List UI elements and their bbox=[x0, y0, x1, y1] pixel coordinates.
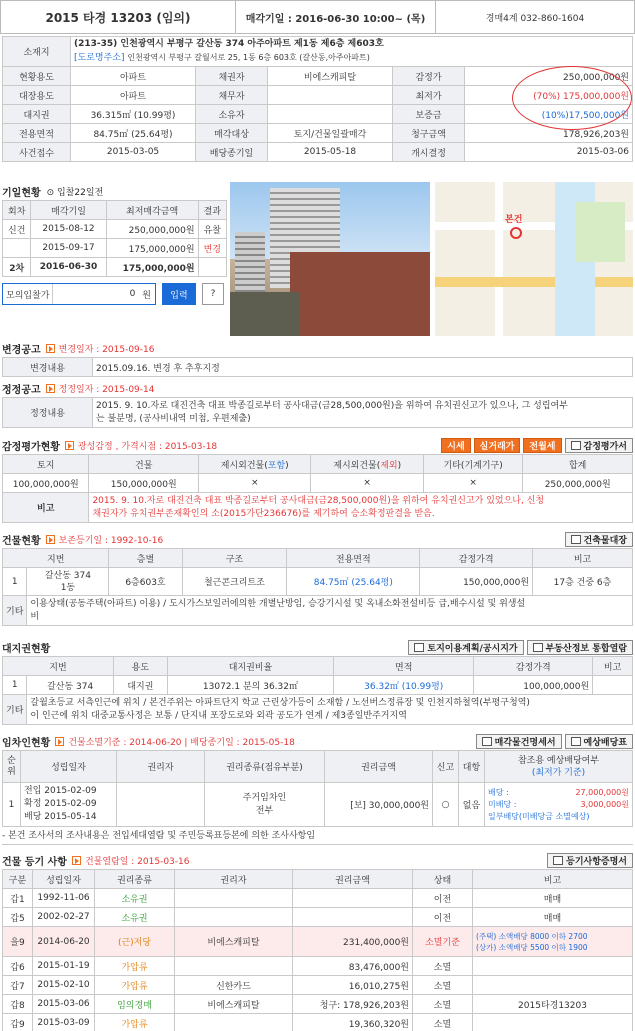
auction-date: 매각기일 : 2016-06-30 10:00~ (목) bbox=[236, 1, 436, 33]
road-address: 인천광역시 부평구 갈월서로 25, 1동 6층 603호 (갈산동,아주아파트) bbox=[127, 53, 370, 62]
realestate-info-button[interactable]: 부동산정보 통합열람 bbox=[527, 640, 633, 655]
registry-row: 갑7 2015-02-10 가압류 신한카드 16,010,275원 소멸 bbox=[3, 976, 633, 995]
arrow-icon bbox=[72, 856, 81, 865]
building-section: 건물현황 보존등기일 : 1992-10-16 건축물대장 지번 층별 구조 전용면적 감정가격 비고 1 갈산동 374 1동 6층603호 철근콘크리트조 84.75㎡ (25.64평) 150,000,000원 17층 건중 6층 기타 이용상태(공동주택(아파트) 이용) / 도시가스보일러에의한 개별난방임, 승강기시설 및 옥내소화전설비등 급,배수시설 및 위생설 비 bbox=[2, 530, 633, 626]
appraisal-value: × bbox=[311, 474, 423, 493]
registry-row: 갑8 2015-03-06 임의경매 비에스캐피탈 청구: 178,926,203원 소멸 2015타경13203 bbox=[3, 995, 633, 1014]
summary-value: 아파트 bbox=[71, 86, 196, 105]
land-header: 비고 bbox=[593, 657, 633, 676]
input-button[interactable]: 입력 bbox=[162, 283, 196, 305]
land-title: 대지권현황 bbox=[2, 643, 51, 655]
location-map[interactable] bbox=[435, 182, 633, 336]
arrow-icon bbox=[46, 344, 55, 353]
change-title: 변경공고 bbox=[2, 344, 41, 356]
building-header: 비고 bbox=[533, 549, 633, 568]
tenant-note: - 본건 조사서의 조사내용은 전입세대열람 및 주민등록표등본에 의한 조사사항임 bbox=[2, 827, 633, 845]
registry-header: 권리자 bbox=[175, 870, 293, 889]
summary-value bbox=[268, 86, 393, 105]
registry-section: 건물 등기 사항 건물열람일 : 2015-03-16 등기사항증명서 구분 성립일자 권리종류 권리자 권리금액 상태 비고 갑1 1992-11-06 소유권 이전 매매 갑5 2002-02-27 소유권 이전 매매 을9 2014-06-20 (근)저당 비에스캐피탈 231,400,000원 소멸기준 (주택) 소액배당 8000 이하 2700 (상가) 소액배당 5500 이하 1900 갑6 2015-01-19 가압류 83,476,000원 소멸 갑7 2015-02-10 가압류 신한카드 16,010,275원 소멸 갑8 2015-03-06 임의경매 비에스캐피탈 청구: 178,926,203원 소멸 2015타경13203 갑9 2015-03-09 가압류 19,360,320원 소멸 bbox=[2, 851, 633, 1031]
arrow-icon bbox=[55, 737, 64, 746]
summary-label: 전용면적 bbox=[3, 124, 71, 143]
arrow-icon bbox=[46, 384, 55, 393]
help-button[interactable]: ? bbox=[202, 283, 224, 305]
summary-row bbox=[3, 124, 633, 143]
appraisal-value: × bbox=[423, 474, 522, 493]
building-register-button[interactable]: 건축물대장 bbox=[565, 532, 633, 547]
registry-row: 갑5 2002-02-27 소유권 이전 매매 bbox=[3, 908, 633, 927]
appraisal-header: 건물 bbox=[89, 455, 199, 474]
document-icon bbox=[482, 737, 492, 746]
auction-header: 매각기일 bbox=[31, 201, 106, 220]
registry-title: 건물 등기 사항 bbox=[2, 856, 67, 868]
market-price-button[interactable]: 시세 bbox=[441, 438, 470, 453]
sale-spec-button[interactable]: 매각물건명세서 bbox=[476, 734, 562, 749]
price-highlight-ellipse bbox=[512, 66, 632, 130]
case-header bbox=[0, 0, 635, 34]
building-header: 층별 bbox=[109, 549, 182, 568]
summary-value: (70%) 175,000,000원 bbox=[465, 86, 633, 105]
summary-value: 178,926,203원 bbox=[465, 124, 633, 143]
land-use-plan-button[interactable]: 토지이용계획/공시지가 bbox=[408, 640, 523, 655]
tenant-title: 임차인현황 bbox=[2, 737, 51, 749]
document-icon bbox=[571, 737, 581, 746]
summary-value: 비에스캐피탈 bbox=[268, 67, 393, 86]
land-header: 감정가격 bbox=[474, 657, 593, 676]
appraisal-header: 합계 bbox=[523, 455, 633, 474]
summary-value: 36.315㎡ (10.99평) bbox=[71, 105, 196, 124]
registry-row: 갑6 2015-01-19 가압류 83,476,000원 소멸 bbox=[3, 957, 633, 976]
summary-label: 소유자 bbox=[196, 105, 268, 124]
auction-countdown: ⊙ 입찰22일전 bbox=[46, 187, 104, 198]
summary-label: 감정가 bbox=[393, 67, 465, 86]
arrow-icon bbox=[65, 441, 74, 450]
registry-header: 상태 bbox=[413, 870, 473, 889]
mock-bid: 모의입찰가 0 원 입력 ? bbox=[2, 283, 227, 305]
summary-label: 사건접수 bbox=[3, 143, 71, 162]
building-header: 감정가격 bbox=[420, 549, 533, 568]
auction-header: 회차 bbox=[3, 201, 31, 220]
document-icon bbox=[414, 643, 424, 652]
appraisal-section: 감정평가현황 광성감정 , 가격시점 : 2015-03-18 시세 실거래가 전월세 감정평가서 토지 건물 제시외건물(포함) 제시외건물(제외) 기타(기계기구) 합계 100,000,000원 150,000,000원 × × × 250,000,000원 비고 2015. 9. 10.자로 대진건축 대표 박종길로부터 공사대금(금28,500,000원)을 위하여 유치권신고가 있었으나, 신청 채권자가 유치권부존재확인의 소(2015가단236676)를 제기하여 승소확정판결을 받음. bbox=[2, 436, 633, 523]
appraisal-doc-button[interactable]: 감정평가서 bbox=[565, 438, 633, 453]
registry-header: 비고 bbox=[473, 870, 633, 889]
correction-section: 정정공고 정정일자 : 2015-09-14 정정내용 2015. 9. 10.자로 대진건축 대표 박종길로부터 공사대금(금28,500,000원)을 위하여 유치권신고가 있으나, 그 성립여부 는 불분명, (공사비내역 미첨, 우편제출) bbox=[2, 379, 633, 428]
location-label: 소재지 bbox=[3, 37, 71, 67]
registry-row: 갑9 2015-03-09 가압류 19,360,320원 소멸 bbox=[3, 1014, 633, 1031]
document-icon bbox=[533, 643, 543, 652]
appraisal-header: 기타(기계기구) bbox=[423, 455, 522, 474]
auction-section bbox=[2, 182, 227, 305]
registry-row: 갑1 1992-11-06 소유권 이전 매매 bbox=[3, 889, 633, 908]
summary-value: 250,000,000원 bbox=[465, 67, 633, 86]
mock-input[interactable]: 0 bbox=[52, 284, 138, 304]
correction-title: 정정공고 bbox=[2, 384, 41, 396]
appraisal-header: 제시외건물(포함) bbox=[199, 455, 311, 474]
appraisal-value: 250,000,000원 bbox=[523, 474, 633, 493]
real-trade-button[interactable]: 실거래가 bbox=[474, 438, 521, 453]
summary-value: 84.75㎡ (25.64평) bbox=[71, 124, 196, 143]
registry-row: 을9 2014-06-20 (근)저당 비에스캐피탈 231,400,000원 소멸기준 (주택) 소액배당 8000 이하 2700 (상가) 소액배당 5500 이하 1900 bbox=[3, 927, 633, 957]
registry-header: 권리종류 bbox=[95, 870, 175, 889]
auction-title: 기일현황 bbox=[2, 187, 41, 199]
court-contact: 경매4계 032-860-1604 bbox=[485, 13, 585, 24]
appraisal-value: 150,000,000원 bbox=[89, 474, 199, 493]
land-header: 대지권비율 bbox=[167, 657, 333, 676]
document-icon bbox=[571, 441, 581, 450]
land-header: 지번 bbox=[3, 657, 114, 676]
registry-header: 성립일자 bbox=[33, 870, 95, 889]
appraisal-title: 감정평가현황 bbox=[2, 441, 60, 453]
building-header: 구조 bbox=[182, 549, 287, 568]
registry-cert-button[interactable]: 등기사항증명서 bbox=[547, 853, 633, 868]
change-text: 2015.09.16. 변경 후 추후지정 bbox=[93, 358, 633, 377]
summary-label: 배당종기일 bbox=[196, 143, 268, 162]
building-header: 지번 bbox=[3, 549, 109, 568]
summary-value: 토지/건물일괄매각 bbox=[268, 124, 393, 143]
tenant-section: 임차인현황 건물소멸기준 : 2014-06-20 | 배당종기일 : 2015-05-18 매각물건명세서 예상배당표 순위 성립일자 권리자 권리종류(점유부분) 권리금액 신고 대항 참조용 예상배당여부 (최저가 기준) 1 전입 2015-02-09 확정 2015-02-09 배당 2015-05-14 주거임차인 전부 [보] 30,000,000원 ○ 없음 배당 : 27,000,000원 미배당 : 3,000,000원 일부배당(미배당금 소멸예상) - 본건 조사서의 조사내용은 전입세대열람 및 주민등록표등본에 의한 조사사항임 bbox=[2, 732, 633, 845]
auction-row: 2015-09-17 175,000,000원 변경 bbox=[3, 239, 227, 258]
document-icon bbox=[553, 856, 563, 865]
summary-value: (10%)17,500,000원 bbox=[465, 105, 633, 124]
summary-value: 아파트 bbox=[71, 67, 196, 86]
summary-label: 채권자 bbox=[196, 67, 268, 86]
appraisal-value: × bbox=[199, 474, 311, 493]
map-label: 본건 bbox=[505, 215, 523, 225]
appraisal-header: 제시외건물(제외) bbox=[311, 455, 423, 474]
summary-label: 대장용도 bbox=[3, 86, 71, 105]
summary-label: 대지권 bbox=[3, 105, 71, 124]
auction-row: 2차 2016-06-30 175,000,000원 bbox=[3, 258, 227, 277]
target-marker-icon bbox=[510, 227, 522, 239]
arrow-icon bbox=[46, 535, 55, 544]
registry-header: 구분 bbox=[3, 870, 33, 889]
summary-section bbox=[2, 36, 633, 162]
case-number: 2015 타경 13203 (임의) bbox=[1, 1, 236, 33]
summary-value bbox=[268, 105, 393, 124]
building-photo[interactable] bbox=[230, 182, 430, 336]
registry-header: 권리금액 bbox=[293, 870, 413, 889]
land-header: 면적 bbox=[334, 657, 474, 676]
mock-label: 모의입찰가 bbox=[6, 290, 50, 301]
auction-header: 최저매각금액 bbox=[106, 201, 198, 220]
address: (213-35) 인천광역시 부평구 갈산동 374 아주아파트 제1동 제6층 제603호 bbox=[74, 39, 384, 49]
summary-value: 2015-03-06 bbox=[465, 143, 633, 162]
auction-header: 결과 bbox=[198, 201, 226, 220]
summary-value: 2015-03-05 bbox=[71, 143, 196, 162]
appraisal-value: 100,000,000원 bbox=[3, 474, 89, 493]
summary-label: 청구금액 bbox=[393, 124, 465, 143]
change-section: 변경공고 변경일자 : 2015-09-16 변경내용 2015.09.16. 변경 후 추후지정 bbox=[2, 339, 633, 377]
auction-row: 신건 2015-08-12 250,000,000원 유찰 bbox=[3, 220, 227, 239]
summary-row bbox=[3, 143, 633, 162]
summary-label: 현황용도 bbox=[3, 67, 71, 86]
summary-label: 채무자 bbox=[196, 86, 268, 105]
building-title: 건물현황 bbox=[2, 535, 41, 547]
building-header: 전용면적 bbox=[287, 549, 420, 568]
expected-dividend-button[interactable]: 예상배당표 bbox=[565, 734, 633, 749]
land-section: 대지권현황 토지이용계획/공시지가 부동산정보 통합열람 지번 용도 대지권비율 면적 감정가격 비고 1 갈산동 374 대지권 13072.1 분의 36.32㎡ 36.32㎡ (10.99평) 100,000,000원 기타 갈월초등교 서측인근에 위치 / 본건주위는 아파트단지 학교 근린상가등이 소재함 / 노선버스정류장 및 인천지하철역(부평구청역) 이 인근에 위치 대중교통사정은 보통 / 단지내 포장도로와 외곽 공도가 연계 / 제3종일반주거지역 bbox=[2, 638, 633, 725]
document-icon bbox=[571, 535, 581, 544]
summary-label: 최저가 bbox=[393, 86, 465, 105]
rent-button[interactable]: 전월세 bbox=[523, 438, 561, 453]
summary-label: 개시결정 bbox=[393, 143, 465, 162]
land-header: 용도 bbox=[113, 657, 167, 676]
road-badge[interactable]: [도로명주소] bbox=[74, 53, 125, 63]
summary-label: 보증금 bbox=[393, 105, 465, 124]
summary-label: 매각대상 bbox=[196, 124, 268, 143]
summary-value: 2015-05-18 bbox=[268, 143, 393, 162]
appraisal-header: 토지 bbox=[3, 455, 89, 474]
